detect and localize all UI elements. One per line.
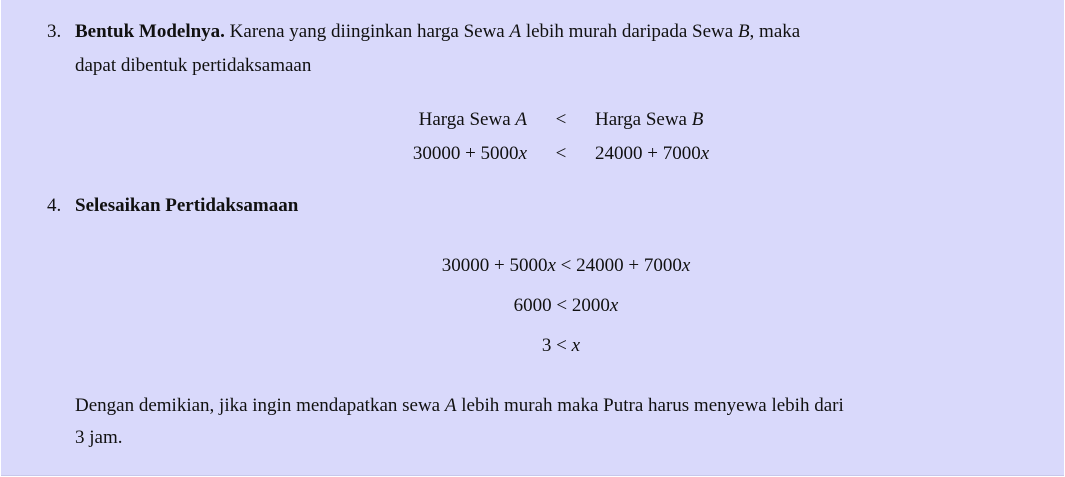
eq-row-2-right-text: 24000 + 7000 [595, 143, 701, 164]
solve-step-1-var-a: x [547, 255, 556, 276]
solve-step-1 [1, 250, 1065, 282]
var-b: B [737, 21, 750, 42]
eq-row-2-left-var: x [518, 143, 527, 164]
item-3-heading: Bentuk Modelnya. [75, 21, 225, 42]
item-3-line-1 [75, 16, 800, 48]
eq-row-2-op: < [555, 143, 567, 164]
conclusion-line-1 [75, 390, 844, 422]
eq-row-2-left-text: 30000 + 5000 [412, 143, 519, 164]
var-a: A [509, 21, 522, 42]
item-4-heading-line [75, 190, 298, 222]
eq-row-1-left-text: Harga Sewa [418, 109, 516, 130]
item-3-text-b: lebih murah daripada Sewa [521, 21, 738, 42]
item-3-text-a: Karena yang diinginkan harga Sewa [224, 21, 510, 42]
eq-row-1-right-var: B [691, 109, 704, 130]
solve-step-1-a: 30000 + 5000 [441, 255, 548, 276]
solve-step-1-var-b: x [681, 255, 691, 276]
eq-row-1-right [595, 104, 703, 136]
item-3-line-2: dapat dibentuk pertidaksamaan [75, 55, 312, 76]
eq-row-1-right-text: Harga Sewa [595, 109, 692, 130]
item-4-number: 4. [47, 195, 62, 216]
solve-step-3-a: 3 < [541, 335, 572, 356]
content-box [1, 0, 1064, 476]
solve-step-2 [1, 290, 1065, 322]
solve-step-1-rel: < 24000 + 7000 [555, 255, 682, 276]
conclusion-text-a: Dengan demikian, jika ingin mendapatkan sewa [75, 395, 445, 416]
conclusion-line-2: 3 jam. [75, 427, 123, 448]
eq-row-1-op: < [555, 109, 567, 130]
solve-step-3-var: x [571, 335, 581, 356]
eq-row-2-left [331, 138, 527, 170]
eq-row-1-left [331, 104, 527, 136]
item-4-heading: Selesaikan Pertidaksamaan [75, 195, 299, 216]
conclusion-text-b: lebih murah maka Putra harus menyewa lebih dari [456, 395, 844, 416]
eq-row-2-right-var: x [700, 143, 710, 164]
eq-row-1-left-var: A [515, 109, 527, 130]
item-3-number: 3. [47, 21, 62, 42]
item-3-text-c: , maka [749, 21, 801, 42]
conclusion-var: A [444, 395, 457, 416]
solve-step-2-a: 6000 < 2000 [513, 295, 610, 316]
eq-row-2-right [595, 138, 709, 170]
solve-step-3 [1, 330, 1065, 362]
solve-step-2-var: x [609, 295, 619, 316]
